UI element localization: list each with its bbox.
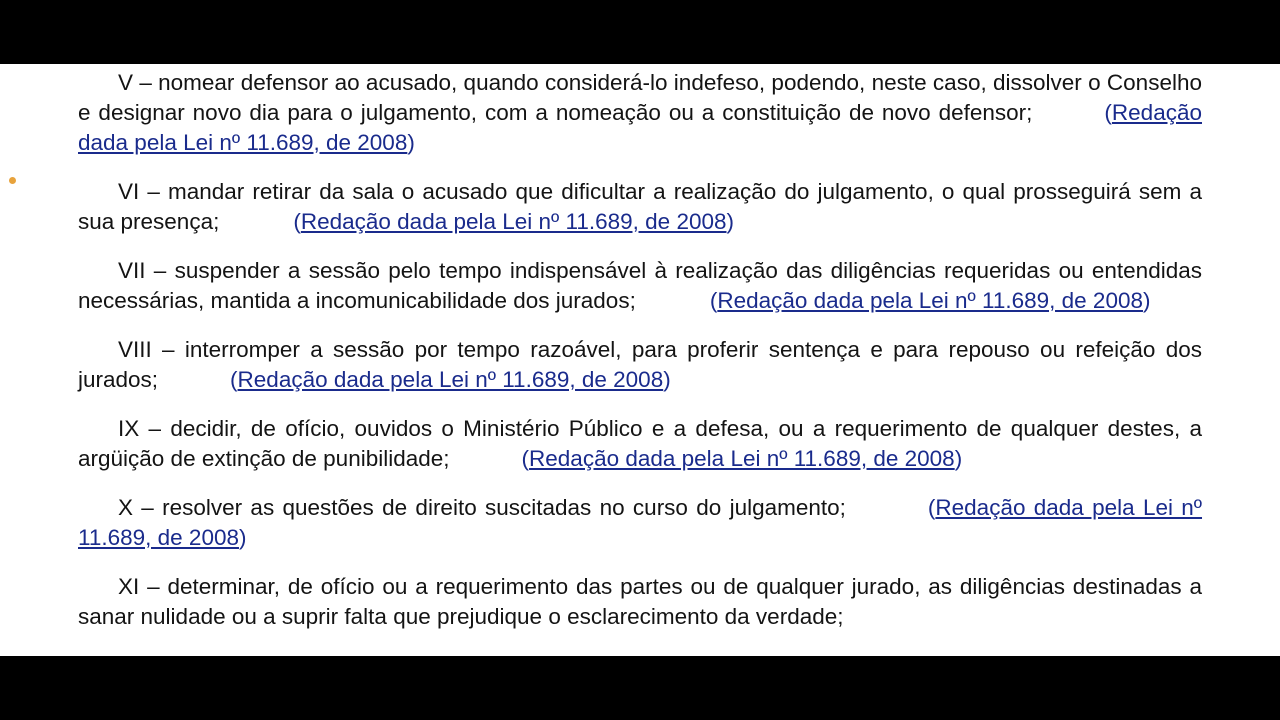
paragraph-vi (78, 177, 1202, 237)
paragraph-text: X – resolver as questões de direito suscitadas no curso do julgamento; (118, 495, 846, 520)
paragraph-text: VIII – interromper a sessão por tempo razoável, para proferir sentença e para repouso ou refeição dos jurados; (78, 337, 1202, 392)
amendment-reference: (Redação dada pela Lei nº 11.689, de 2008) (293, 209, 734, 234)
amendment-reference: (Redação dada pela Lei nº 11.689, de 2008) (78, 495, 1203, 550)
paragraph-xi (78, 572, 1202, 632)
amendment-link[interactable]: Redação dada pela Lei nº 11.689, de 2008 (237, 367, 664, 392)
paragraph-text: VII – suspender a sessão pelo tempo indispensável à realização das diligências requeridas ou entendidas necessárias, mantida a incomunicabilidade dos jurados; (78, 258, 1202, 313)
amendment-reference: (Redação dada pela Lei nº 11.689, de 2008) (230, 367, 671, 392)
paragraph-viii (78, 335, 1202, 395)
document-page (0, 64, 1280, 656)
paragraph-v (78, 68, 1202, 158)
slide-bullet-marker (9, 177, 16, 184)
amendment-reference: (Redação dada pela Lei nº 11.689, de 2008) (709, 288, 1151, 313)
paragraph-ix (78, 414, 1202, 474)
amendment-link[interactable]: Redação dada pela Lei nº 11.689, de 2008 (78, 100, 1202, 155)
document-content (78, 68, 1202, 651)
amendment-link[interactable]: Redação dada pela Lei nº 11.689, de 2008 (717, 288, 1143, 313)
amendment-reference: (Redação dada pela Lei nº 11.689, de 2008) (521, 446, 963, 471)
paragraph-text: V – nomear defensor ao acusado, quando considerá-lo indefeso, podendo, neste caso, dissolver o Conselho e designar novo dia para o julgamento, com a nomeação ou a constituição de novo defensor; (78, 70, 1202, 125)
paragraph-vii (78, 256, 1202, 316)
paragraph-x (78, 493, 1202, 553)
paragraph-text: VI – mandar retirar da sala o acusado que dificultar a realização do julgamento, o qual prosseguirá sem a sua presença; (78, 179, 1202, 234)
amendment-link[interactable]: Redação dada pela Lei nº 11.689, de 2008 (529, 446, 955, 471)
amendment-link[interactable]: Redação dada pela Lei nº 11.689, de 2008 (78, 495, 1203, 550)
paragraph-text: IX – decidir, de ofício, ouvidos o Ministério Público e a defesa, ou a requerimento de qualquer destes, a argüição de extinção de punibilidade; (78, 416, 1202, 471)
amendment-reference: (Redação dada pela Lei nº 11.689, de 2008) (78, 100, 1202, 155)
paragraph-text: XI – determinar, de ofício ou a requerimento das partes ou de qualquer jurado, as diligências destinadas a sanar nulidade ou a suprir falta que prejudique o esclarecimento da verdade; (78, 574, 1202, 629)
amendment-link[interactable]: Redação dada pela Lei nº 11.689, de 2008 (300, 209, 727, 234)
